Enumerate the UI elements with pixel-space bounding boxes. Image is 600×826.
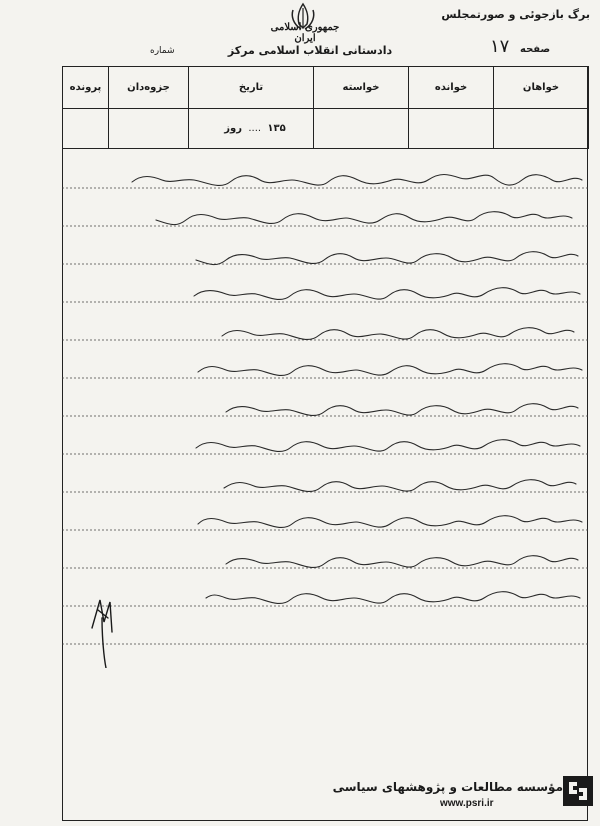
header-claim: خواسته	[314, 67, 409, 109]
number-label: شماره	[150, 46, 175, 56]
page-number: ۱۷	[490, 36, 510, 57]
psri-logo-icon	[563, 776, 593, 806]
header-defendant: خوانده	[409, 67, 494, 109]
header-plaintiff: خواهان	[494, 67, 589, 109]
signature-mark	[92, 600, 112, 668]
cell-claim	[314, 109, 409, 149]
office-label: دادستانی انقلاب اسلامی مرکز	[227, 44, 393, 57]
cell-date: ۱۳۵ .... روز	[189, 109, 314, 149]
case-info-table	[62, 66, 589, 149]
cell-folder	[109, 109, 189, 149]
page-label: صفحه	[520, 44, 551, 55]
cell-defendant	[409, 109, 494, 149]
institute-url: www.psri.ir	[440, 798, 494, 809]
date-prefix: روز	[224, 123, 242, 134]
form-title: برگ بازجوئی و صورتمجلس	[441, 8, 590, 21]
institute-name: مؤسسه مطالعات و پژوهشهای سیاسی	[332, 780, 563, 794]
header-file: پرونده	[63, 67, 109, 109]
handwritten-statement	[62, 148, 588, 668]
cell-file	[63, 109, 109, 149]
date-year: ۱۳۵	[267, 123, 286, 134]
header-folder: جزوه‌دان	[109, 67, 189, 109]
republic-label: جمهوری اسلامی ایران	[270, 22, 340, 44]
ruled-lines	[62, 188, 588, 644]
header-date: تاریخ	[189, 67, 314, 109]
cell-plaintiff	[494, 109, 589, 149]
handwriting-strokes	[132, 175, 582, 604]
